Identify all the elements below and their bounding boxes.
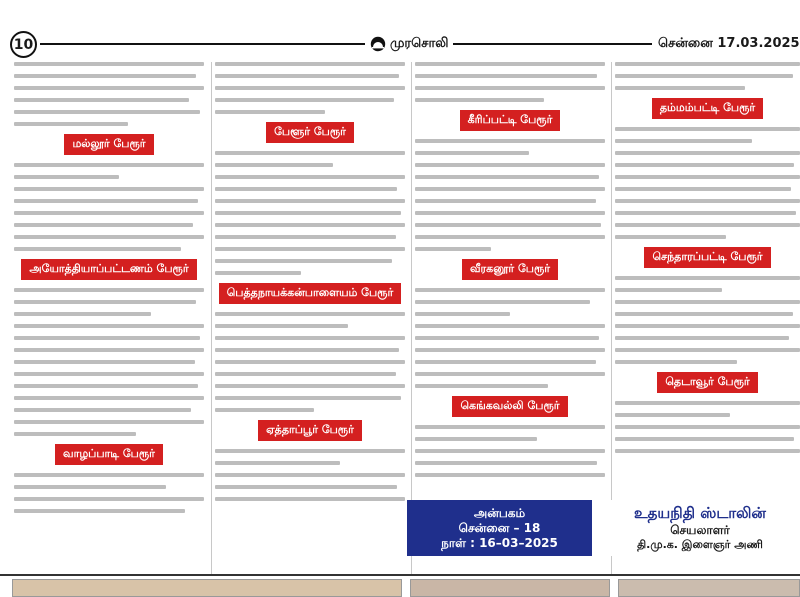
section-heading: செந்தாரப்பட்டி பேரூர் xyxy=(644,247,770,268)
text-block xyxy=(215,62,405,114)
text-block xyxy=(615,62,800,90)
column-3 xyxy=(415,62,605,574)
column-separator xyxy=(211,62,212,574)
text-block xyxy=(14,163,204,179)
section-heading: கெங்கவல்லி பேரூர் xyxy=(452,396,567,417)
text-block xyxy=(615,401,800,417)
text-block xyxy=(415,288,605,316)
photo xyxy=(12,579,402,597)
section-heading: ஏத்தாப்பூர் பேரூர் xyxy=(258,420,362,441)
section-heading: அயோத்தியாப்பட்டணம் பேரூர் xyxy=(21,259,196,280)
section-heading: பெத்தநாயக்கன்பாளையம் பேரூர் xyxy=(219,283,402,304)
text-block xyxy=(415,139,605,155)
text-block xyxy=(415,425,605,441)
text-block xyxy=(415,62,605,102)
section-heading: வீரகனூர் பேரூர் xyxy=(462,259,558,280)
issued-from-box xyxy=(407,500,592,556)
column-4 xyxy=(615,62,800,574)
header-rule-right xyxy=(448,43,658,45)
text-block xyxy=(14,187,204,251)
text-block xyxy=(215,449,405,465)
issued-date: நாள் : 16–03–2025 xyxy=(441,535,558,550)
article-body xyxy=(12,62,800,574)
text-block xyxy=(615,300,800,364)
issued-from-city: சென்னை – 18 xyxy=(458,520,541,535)
text-block xyxy=(14,324,204,436)
text-block xyxy=(615,151,800,239)
section-heading: வாழப்பாடி பேரூர் xyxy=(55,444,163,465)
masthead xyxy=(366,33,453,55)
rising-sun-logo-icon xyxy=(370,36,386,52)
text-block xyxy=(14,473,204,489)
text-block xyxy=(615,276,800,292)
text-block xyxy=(215,336,405,412)
dateline: சென்னை 17.03.2025 xyxy=(652,33,800,55)
signature-box xyxy=(600,500,800,556)
section-heading: கீரிப்பட்டி பேரூர் xyxy=(460,110,561,131)
page-number: 10 xyxy=(10,31,37,58)
section-heading: தம்மம்பட்டி பேரூர் xyxy=(652,98,763,119)
issued-from-place: அன்பகம் xyxy=(473,505,526,520)
signatory-role: செயலாளர் xyxy=(670,523,730,537)
text-block xyxy=(415,324,605,388)
text-block xyxy=(215,175,405,275)
text-block xyxy=(215,473,405,501)
signatory-name: உதயநிதி ஸ்டாலின் xyxy=(634,504,766,523)
text-block xyxy=(215,312,405,328)
section-heading: மல்லூர் பேரூர் xyxy=(64,134,153,155)
text-block xyxy=(14,62,204,126)
page-header xyxy=(0,0,800,60)
signatory-organisation: தி.மு.க. இளைஞர் அணி xyxy=(637,538,763,551)
column-1 xyxy=(14,62,204,574)
header-rule-left xyxy=(40,43,365,45)
column-2 xyxy=(215,62,405,574)
text-block xyxy=(14,288,204,316)
photo xyxy=(618,579,800,597)
text-block xyxy=(615,127,800,143)
text-block xyxy=(415,449,605,477)
section-heading: தெடாவூர் பேரூர் xyxy=(657,372,757,393)
text-block xyxy=(415,163,605,251)
text-block xyxy=(615,425,800,453)
text-block xyxy=(14,497,204,513)
photo xyxy=(410,579,610,597)
column-separator xyxy=(611,62,612,574)
section-heading: பேளூர் பேரூர் xyxy=(266,122,354,143)
photo-strip xyxy=(0,574,800,597)
column-separator xyxy=(411,62,412,574)
masthead-title: முரசொலி xyxy=(390,36,449,51)
text-block xyxy=(215,151,405,167)
